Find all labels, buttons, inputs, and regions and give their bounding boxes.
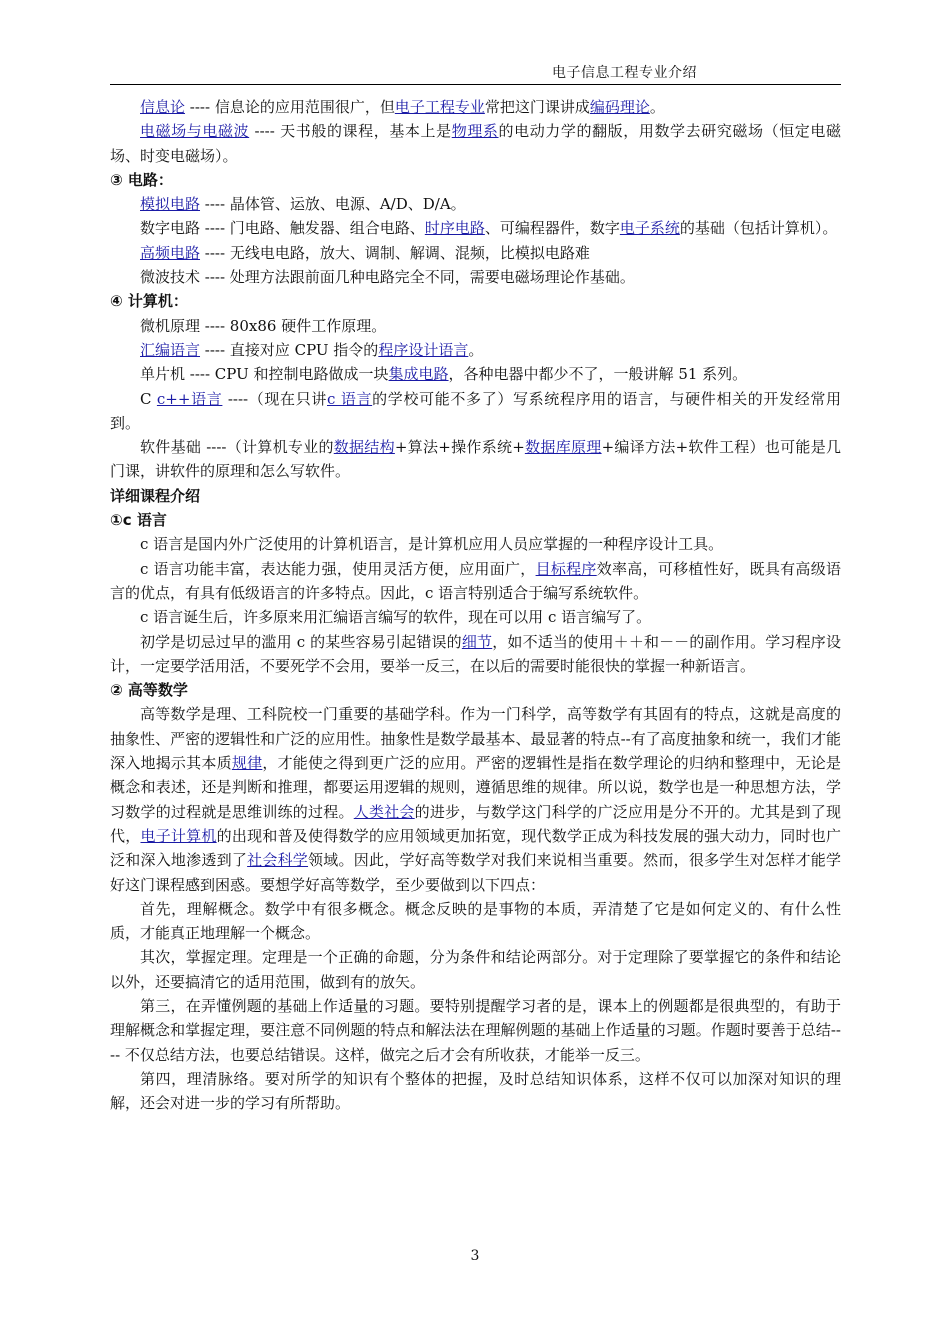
hyperlink[interactable]: 电磁场与电磁波 [140,122,250,141]
hyperlink[interactable]: 程序设计语言 [378,340,469,359]
paragraph [110,702,841,896]
text-run: 高等数学是理、工科院校一门重要的基础学科。作为一门科学，高等数学有其固有的特点，这就是高度的抽象性、严密的逻辑性和广泛的应用性。抽象性是数学最基本、最显著的特点--有了高度抽象和统一，我们才能深入地揭示其本质 [110,705,841,773]
paragraph [110,897,841,946]
text-run: 初学是切忌过早的滥用 c 的某些容易引起错误的 [140,632,462,651]
text-run: ---- 无线电电路，放大、调制、解调、混频，比模拟电路难 [200,243,590,262]
header-divider [110,84,841,85]
paragraph [110,241,841,265]
hyperlink[interactable]: 时序电路 [424,219,485,238]
paragraph [110,362,841,386]
text-run: ，如不适当的使用＋＋和－－的副作用。学习程序设计，一定要学活用活，不要死学不会用，要举一反三，在以后的需要时能很快的掌握一种新语言。 [110,632,841,675]
paragraph [110,387,841,436]
text-run: 数字电路 ---- 门电路、触发器、组合电路、 [140,219,425,238]
text-run: +算法+操作系统+ [394,438,525,457]
paragraph [110,216,841,240]
hyperlink[interactable]: 电子系统 [619,219,680,238]
paragraph [110,557,841,606]
paragraph [110,605,841,629]
hyperlink[interactable]: 高频电路 [140,243,201,262]
text-run: 首先，理解概念。数学中有很多概念。概念反映的是事物的本质，弄清楚了它是如何定义的、有什么性质，才能真正地理解一个概念。 [110,899,841,943]
hyperlink[interactable]: 模拟电路 [140,195,201,214]
document-body [110,95,841,1115]
text-run: 单片机 ---- CPU 和控制电路做成一块 [140,365,389,384]
text-run: C [140,389,157,408]
text-run: ----（现在只讲 [222,389,328,408]
text-run: ② 高等数学 [110,681,188,700]
section-heading [110,168,841,192]
text-run: c 语言诞生后，许多原来用汇编语言编写的软件，现在可以用 c 语言编写了。 [140,608,652,627]
text-run: ---- 信息论的应用范围很广，但 [185,98,395,116]
text-run: 效率高，可移植性好，既具有高级语言的优点，有具有低级语言的许多特点。因此，c 语言特别适合于编写系统软件。 [110,559,841,602]
paragraph [110,945,841,994]
text-run: 其次，掌握定理。定理是一个正确的命题，分为条件和结论两部分。对于定理除了要掌握它的条件和结论以外，还要搞清它的适用范围，做到有的放矢。 [110,948,841,991]
hyperlink[interactable]: 信息论 [140,98,186,116]
paragraph [110,119,841,168]
section-heading [110,484,841,508]
text-run: 详细课程介绍 [110,486,201,505]
paragraph [110,532,841,556]
hyperlink[interactable]: 规律 [231,754,263,773]
hyperlink[interactable]: 电子计算机 [140,826,217,845]
paragraph [110,994,841,1067]
text-run: ，才能使之得到更广泛的应用。严密的逻辑性是指在数学理论的归纳和整理中，无论是概念和表述，还是判断和推理，都要运用逻辑的规则，遵循思维的规律。所以说，数学也是一种思想方法，学习数学的过程就是思维训练的过程。 [110,754,841,821]
hyperlink[interactable]: 目标程序 [535,559,597,578]
hyperlink[interactable]: 细节 [461,632,493,651]
text-run: ③ 电路： [110,170,173,189]
text-run: 。 [468,340,484,359]
text-run: 领域。因此，学好高等数学对我们来说相当重要。然而，很多学生对怎样才能学好这门课程感到困惑。要想学好高等数学，至少要做到以下四点： [110,851,841,894]
page-number: 3 [470,1248,480,1264]
hyperlink[interactable]: 编码理论 [589,98,650,116]
text-run: 的出现和普及使得数学的应用领域更加拓宽，现代数学正成为科技发展的强大动力，同时也广泛和深入地渗透到了 [110,826,841,870]
paragraph [110,630,841,679]
text-run: 微机原理 ---- 80x86 硬件工作原理。 [140,316,387,335]
text-run: 微波技术 ---- 处理方法跟前面几种电路完全不同，需要电磁场理论作基础。 [140,268,635,287]
text-run: 的进步，与数学这门科学的广泛应用是分不开的。尤其是到了现代， [110,802,841,845]
hyperlink[interactable]: 物理系 [451,122,499,141]
hyperlink[interactable]: 社会科学 [247,851,309,870]
text-run: ---- 天书般的课程，基本上是 [249,122,452,141]
hyperlink[interactable]: c 语言 [327,389,373,408]
section-heading [110,508,841,532]
text-run: 第三，在弄懂例题的基础上作适量的习题。要特别提醒学习者的是，课本上的例题都是很典型的，有助于理解概念和掌握定理，要注意不同例题的特点和解法法在理解例题的基础上作适量的习题。作题时要善于总结---- 不仅总结方法，也要总结错误。这样，做完之后才会有所收获，才能举一反三。 [110,996,841,1064]
hyperlink[interactable]: 数据库原理 [524,438,602,457]
text-run: 的电动力学的翻版，用数学去研究磁场（恒定电磁场、时变电磁场）。 [110,122,841,165]
text-run: 第四，理清脉络。要对所学的知识有个整体的把握，及时总结知识体系，这样不仅可以加深对知识的理解，还会对进一步的学习有所帮助。 [110,1069,841,1113]
paragraph [110,435,841,484]
text-run: 、可编程器件，数字 [484,219,620,238]
paragraph [110,1067,841,1116]
hyperlink[interactable]: 人类社会 [353,802,415,821]
text-run: ①c 语言 [110,511,167,530]
text-run: 的基础（包括计算机）。 [679,219,838,238]
hyperlink[interactable]: c++语言 [156,389,223,408]
paragraph [110,338,841,362]
text-run: c 语言是国内外广泛使用的计算机语言，是计算机应用人员应掌握的一种程序设计工具。 [140,535,724,554]
text-run: 。 [649,98,665,116]
text-run: c 语言功能丰富，表达能力强，使用灵活方便，应用面广， [140,559,536,578]
paragraph [110,95,841,119]
section-heading [110,678,841,702]
text-run: ---- 直接对应 CPU 指令的 [200,340,379,359]
running-header: 电子信息工程专业介绍 [552,65,697,81]
text-run: ，各种电器中都少不了，一般讲解 51 系列。 [448,365,748,384]
paragraph [110,192,841,216]
text-run: ---- 晶体管、运放、电源、A/D、D/A。 [200,195,466,214]
text-run: ④ 计算机： [110,292,188,311]
text-run: 软件基础 ----（计算机专业的 [140,438,334,457]
text-run: 的学校可能不多了）写系统程序用的语言，与硬件相关的开发经常用到。 [110,389,842,432]
paragraph [110,265,841,289]
hyperlink[interactable]: 电子工程专业 [394,98,485,116]
text-run: 常把这门课讲成 [484,98,590,116]
hyperlink[interactable]: 集成电路 [388,365,449,384]
section-heading [110,289,841,313]
paragraph [110,314,841,338]
hyperlink[interactable]: 汇编语言 [140,340,201,359]
text-run: +编译方法+软件工程）也可能是几门课，讲软件的原理和怎么写软件。 [110,438,841,481]
hyperlink[interactable]: 数据结构 [333,438,395,457]
